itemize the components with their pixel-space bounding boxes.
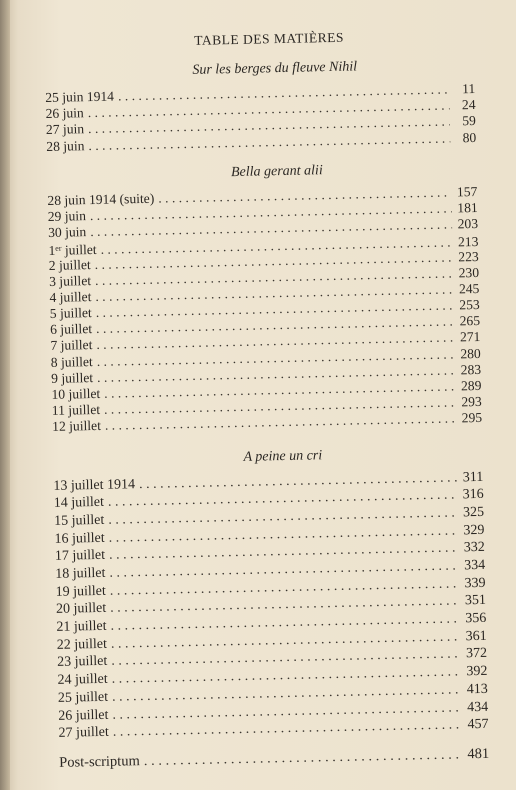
toc-section-2	[47, 160, 482, 436]
entry-label: 28 juin 1914 (suite)	[47, 190, 155, 208]
section-title: Bella gerant alii	[230, 162, 323, 180]
entry-label: 27 juin	[45, 121, 85, 138]
entry-page-number: 59	[462, 113, 477, 129]
entry-label: 30 juin	[47, 224, 87, 241]
entry-page-number: 332	[463, 540, 485, 556]
entry-label: 27 juillet	[58, 724, 109, 742]
toc-section-1	[45, 57, 477, 155]
entry-page-number: 311	[462, 469, 484, 485]
entry-page-number: 271	[459, 329, 481, 345]
entry-label: 26 juin	[45, 105, 84, 122]
entry-list	[53, 468, 488, 742]
entry-page-number: 325	[462, 504, 485, 521]
entry-page-number: 265	[459, 313, 481, 329]
entry-label: 16 juillet	[54, 530, 105, 547]
dot-leader	[144, 746, 464, 769]
entry-page-number: 361	[465, 628, 487, 645]
entry-label: 28 juin	[46, 137, 85, 154]
book-spine-shadow	[0, 0, 10, 790]
entry-label: 6 juillet	[49, 321, 93, 338]
entry-label: 1er juillet	[48, 242, 97, 259]
entry-page-number: 316	[462, 487, 484, 503]
table-of-contents	[44, 27, 489, 771]
entry-label: 25 juillet	[57, 689, 109, 706]
entry-page-number: 392	[466, 663, 488, 680]
entry-label: 2 juillet	[48, 256, 91, 273]
entry-label: 3 juillet	[48, 272, 92, 289]
toc-title: TABLE DES MATIÈRES	[194, 29, 345, 48]
entry-page-number: 230	[458, 264, 480, 281]
entry-page-number: 289	[460, 377, 482, 394]
entry-label: 19 juillet	[55, 583, 106, 600]
entry-label: 25 juin 1914	[45, 88, 115, 105]
entry-label: 17 juillet	[54, 548, 106, 565]
entry-label: 13 juillet 1914	[53, 476, 136, 494]
entry-page-number: 181	[457, 199, 478, 216]
entry-page-number: 253	[459, 296, 480, 313]
entry-page-number: 329	[463, 522, 485, 538]
entry-label: 29 juin	[47, 208, 87, 224]
entry-page-number: 280	[460, 345, 481, 361]
entry-label: 9 juillet	[51, 369, 94, 386]
entry-page-number: 245	[458, 280, 480, 297]
entry-label: 5 juillet	[49, 305, 92, 321]
entry-list	[45, 81, 476, 155]
entry-label: Post-scriptum	[59, 753, 140, 771]
entry-page-number: 157	[456, 183, 478, 200]
section-title: A peine un cri	[243, 447, 323, 465]
entry-label: 26 juillet	[58, 707, 109, 724]
entry-page-number: 295	[461, 410, 483, 426]
entry-page-number: 24	[461, 97, 476, 113]
entry-page-number: 356	[465, 610, 487, 627]
entry-label: 20 juillet	[55, 601, 107, 618]
toc-section-3	[53, 444, 489, 742]
entry-page-number: 351	[464, 593, 487, 609]
entry-page-number: 339	[464, 575, 486, 591]
entry-page-number: 223	[458, 248, 479, 264]
entry-label: 22 juillet	[56, 636, 108, 653]
entry-label: 23 juillet	[56, 654, 108, 671]
entry-page-number: 11	[461, 80, 476, 97]
entry-label: 14 juillet	[53, 495, 105, 512]
entry-page-number: 203	[457, 216, 479, 232]
entry-list	[47, 184, 482, 436]
entry-label: 8 juillet	[50, 353, 93, 370]
entry-label: 7 juillet	[50, 337, 93, 354]
entry-label: 18 juillet	[55, 565, 106, 582]
entry-label: 12 juillet	[52, 418, 102, 435]
entry-page-number: 413	[466, 681, 488, 698]
entry-label: 15 juillet	[54, 512, 105, 529]
entry-page-number: 334	[464, 557, 486, 574]
entry-page-number: 457	[467, 717, 489, 733]
entry-page-number: 80	[462, 129, 477, 145]
entry-label: 24 juillet	[57, 671, 108, 688]
section-title: Sur les berges du fleuve Nihil	[192, 59, 358, 78]
entry-page-number: 293	[461, 394, 482, 410]
postscript-entry	[59, 746, 489, 771]
entry-label: 11 juillet	[51, 402, 101, 419]
entry-label: 10 juillet	[51, 385, 101, 402]
entry-label: 21 juillet	[56, 618, 107, 635]
entry-page-number: 283	[460, 361, 482, 378]
entry-label: 4 juillet	[49, 288, 92, 305]
entry-page-number: 481	[467, 745, 490, 763]
entry-page-number: 372	[465, 646, 488, 662]
entry-page-number: 213	[457, 234, 479, 250]
entry-page-number: 434	[466, 699, 489, 715]
